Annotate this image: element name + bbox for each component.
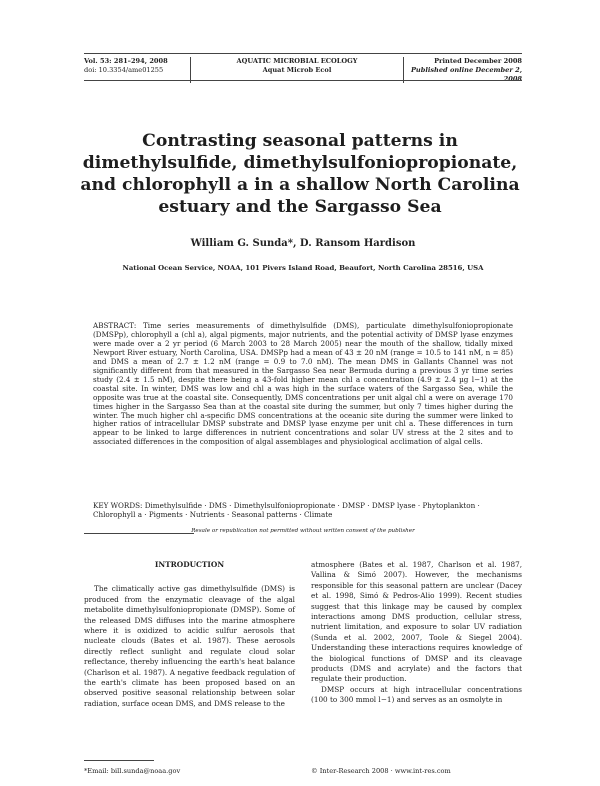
keywords: KEY WORDS: Dimethylsulfide · DMS · Dimethylsulfoniopropionate · DMSP · DMSP lyase · Phytoplankton · Chlorophyll a · Pigments · Nutrients · Seasonal patterns · Climate xyxy=(93,501,480,519)
paper-title: Contrasting seasonal patterns in dimethylsulfide, dimethylsulfoniopropionate, and chlorophyll a in a shallow North Carolina estuary and the Sargasso Sea xyxy=(80,131,520,217)
journal-name: AQUATIC MICROBIAL ECOLOGY xyxy=(236,57,358,65)
copyright: © Inter-Research 2008 · www.int-res.com xyxy=(311,767,451,775)
published-date: Published online December 2, 2008 xyxy=(410,66,522,83)
header-bottom-rule xyxy=(84,80,522,81)
footnote-rule xyxy=(84,760,154,761)
volume-info: Vol. 53: 281–294, 2008 xyxy=(84,57,168,65)
column-right xyxy=(311,560,522,706)
intro-paragraph-2: DMSP occurs at high intracellular concentrations (100 to 300 mmol l−1) and serves as an osmolyte in xyxy=(311,684,522,705)
abstract: ABSTRACT: Time series measurements of dimethylsulfide (DMS), particulate dimethylsulfoniopropionate (DMSPp), chlorophyll a (chl a), algal pigments, major nutrients, and the potential activity of DMSP lyase enzymes were made over a 2 yr period (6 March 2003 to 28 March 2005) near the mouth of the shallow, tidally mixed Newport River estuary, North Carolina, USA. DMSPp had a mean of 43 ± 20 nM (range = 10.5 to 141 nM, n = 85) and DMS a mean of 2.7 ± 1.2 nM (range = 0.9 to 7.0 nM). The mean DMS in Gallants Channel was not significantly different from that measured in the Sargasso Sea near Bermuda during a previous 3 yr time series study (2.4 ± 1.5 nM), despite there being a 43-fold higher mean chl a concentration (4.9 ± 2.4 µg l−1) at the coastal site. In winter, DMS was low and chl a was high in the surface waters of the Sargasso Sea, while the opposite was true at the coastal site. Consequently, DMS concentrations per unit algal chl a were on average 170 times higher in the Sargasso Sea than at the coastal site during the summer, but only 7 times higher during the winter. The much higher chl a-specific DMS concentrations at the oceanic site during the summer were linked to higher ratios of intracellular DMSP substrate and DMSP lyase enzyme per unit chl a. These differences in turn appear to be linked to large differences in nutrient concentrations and solar UV stress at the 2 sites and to associated differences in the composition of algal assemblages and physiological acclimation of algal cells. xyxy=(93,321,513,447)
authors: William G. Sunda*, D. Ransom Hardison xyxy=(190,238,416,249)
affiliation: National Ocean Service, NOAA, 101 Pivers Island Road, Beaufort, North Carolina 28516, USA xyxy=(122,264,484,272)
doi: doi: 10.3354/ame01255 xyxy=(84,66,164,74)
header-top-rule xyxy=(84,53,522,54)
intro-paragraph-1-continued: atmosphere (Bates et al. 1987, Charlson et al. 1987, Vallina & Simó 2007). However, the mechanisms responsible for this seasonal pattern are unclear (Dacey et al. 1998, Simó & Pedros-Alio 1999). Recent studies suggest that this linkage may be caused by complex interactions among DMS production, cellular stress, nutrient limitation, and exposure to solar UV radiation (Sunda et al. 2002, 2007, Toole & Siegel 2004). Understanding these interactions requires knowledge of the biological functions of DMSP and its cleavage products (DMS and acrylate) and the factors that regulate their production. xyxy=(311,560,522,684)
column-left xyxy=(84,560,295,709)
resale-notice: Resale or republication not permitted without written consent of the publisher xyxy=(191,528,415,534)
journal-abbrev: Aquat Microb Ecol xyxy=(262,66,332,74)
intro-paragraph-1: The climatically active gas dimethylsulfide (DMS) is produced from the enzymatic cleavage of the algal metabolite dimethylsulfoniopropionate (DMSP). Some of the released DMS diffuses into the marine atmosphere where it is oxidized to acidic sulfur aerosols that nucleate clouds (Bates et al. 1987). These aerosols directly reflect sunlight and regulate cloud solar reflectance, thereby influencing the earth's heat balance (Charlson et al. 1987). A negative feedback regulation of the earth's climate has been proposed based on an observed positive seasonal relationship between solar radiation, surface ocean DMS, and DMS release to the xyxy=(84,584,295,708)
printed-date: Printed December 2008 xyxy=(434,57,522,65)
introduction-heading: INTRODUCTION xyxy=(154,560,225,569)
author-email: *Email: bill.sunda@noaa.gov xyxy=(84,767,181,775)
